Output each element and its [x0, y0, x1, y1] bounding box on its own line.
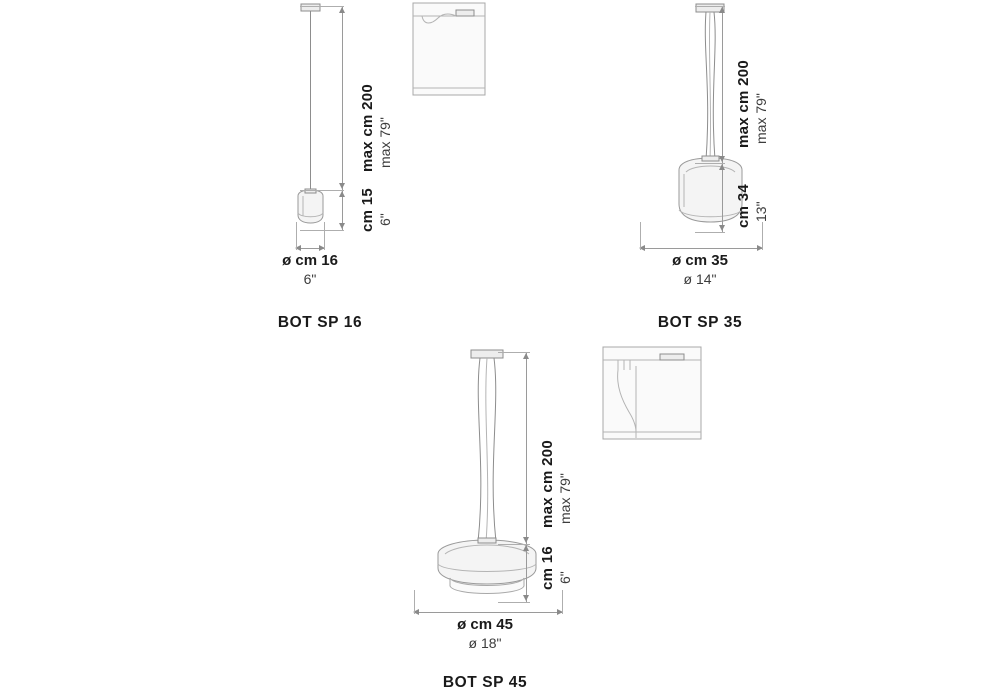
dim-diameter-35: ø cm 35 ø 14" [672, 252, 728, 287]
detail-view-16 [412, 2, 492, 98]
dim-diameter-45: ø cm 45 ø 18" [457, 616, 513, 651]
dim-suspension-45: max cm 200 [539, 439, 556, 528]
dim-body-height-45: cm 16 [539, 545, 556, 590]
model-label-bot-sp-45: BOT SP 45 [442, 674, 528, 691]
pendant-drawing-16 [270, 0, 370, 240]
figure-bot-sp-16: max cm 200 max 79" cm 15 6" ø cm 16 6" BOT SP 16 [0, 0, 400, 340]
dim-body-height-16: cm 15 [359, 187, 376, 232]
dim-suspension-35: max cm 200 [735, 59, 752, 148]
detail-view-45 [602, 346, 712, 446]
model-label-bot-sp-16: BOT SP 16 [277, 314, 363, 331]
figure-bot-sp-45: max cm 200 max 79" cm 16 6" ø cm 45 ø 18" BOT SP 45 [330, 340, 780, 700]
dim-diameter-16: ø cm 16 6" [282, 252, 338, 287]
dim-suspension-16: max cm 200 [359, 83, 376, 172]
model-label-bot-sp-35: BOT SP 35 [657, 314, 743, 331]
figure-bot-sp-35: max cm 200 max 79" cm 34 13" ø cm 35 ø 14" BOT SP 35 [580, 0, 1000, 340]
dim-body-height-35: cm 34 [735, 183, 752, 228]
